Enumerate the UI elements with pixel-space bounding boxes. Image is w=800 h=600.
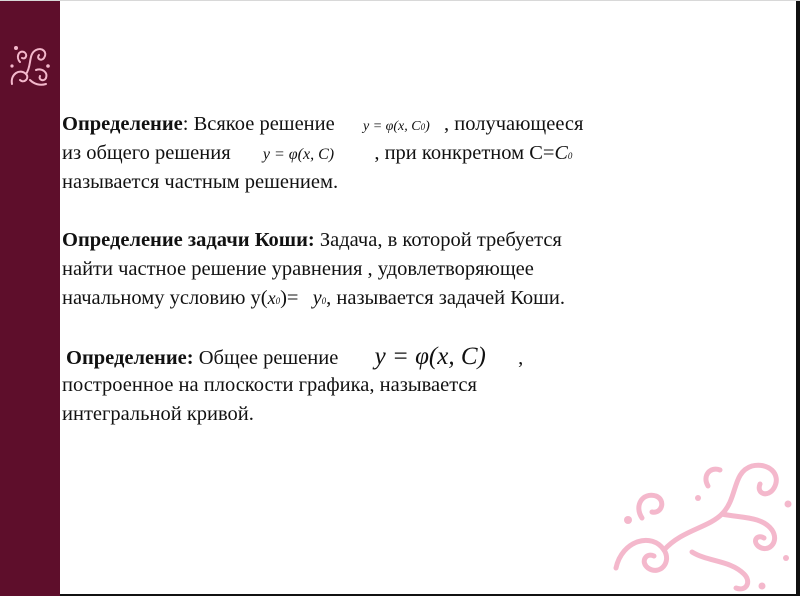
definition-3-text: построенное на плоскости графика, называется xyxy=(62,374,477,396)
definition-2-line-2 xyxy=(62,255,762,284)
definition-1-text: , получающееся xyxy=(444,113,584,135)
definition-1-text: называется частным решением. xyxy=(62,171,339,193)
definition-2-text: , называется задачей Коши. xyxy=(326,287,565,309)
definition-2-line-3 xyxy=(62,284,762,313)
definition-3-line-3 xyxy=(62,400,762,429)
formula-c0: C0 xyxy=(554,142,573,164)
definition-1-text: , при конкретном С= xyxy=(374,142,555,164)
definition-1-label: Определение xyxy=(62,113,183,135)
definition-3-label: Определение: xyxy=(66,347,194,369)
definition-3-line-1 xyxy=(62,342,762,371)
definition-3-line-2 xyxy=(62,371,762,400)
definition-1-text: : Всякое решение xyxy=(182,113,335,135)
definition-2-text: найти частное решение уравнения , удовлетворяющее xyxy=(62,258,534,280)
definition-2-text: )= xyxy=(280,287,299,309)
definition-1-line-2 xyxy=(62,139,762,168)
bottom-edge-strip xyxy=(60,594,800,600)
swirl-ornament-icon xyxy=(6,40,54,90)
swirl-ornament-icon xyxy=(612,458,798,598)
formula-particular-solution: y = φ(x, C0) xyxy=(362,119,430,134)
definition-1-text: из общего решения xyxy=(62,142,231,164)
definition-2-text: Задача, в которой требуется xyxy=(314,229,562,251)
definition-1-line-3 xyxy=(62,168,762,197)
left-decorative-band xyxy=(0,0,60,600)
definition-3-text: , xyxy=(518,347,524,369)
definition-1-line-1 xyxy=(62,110,762,139)
definition-3-text: Общее решение xyxy=(193,347,339,369)
definition-3-text: интегральной кривой. xyxy=(62,403,254,425)
slide-content xyxy=(62,110,762,429)
definition-2-line-1 xyxy=(62,226,762,255)
right-edge-strip xyxy=(796,0,800,600)
formula-y0: y0 xyxy=(312,287,327,309)
definition-2-text: начальному условию у( xyxy=(62,287,268,309)
definition-2-label: Определение задачи Коши: xyxy=(62,229,315,251)
formula-general-solution: y = φ(x, C) xyxy=(262,146,335,163)
formula-general-solution-large: y = φ(x, C) xyxy=(374,343,486,370)
formula-x0: x0 xyxy=(267,288,281,308)
